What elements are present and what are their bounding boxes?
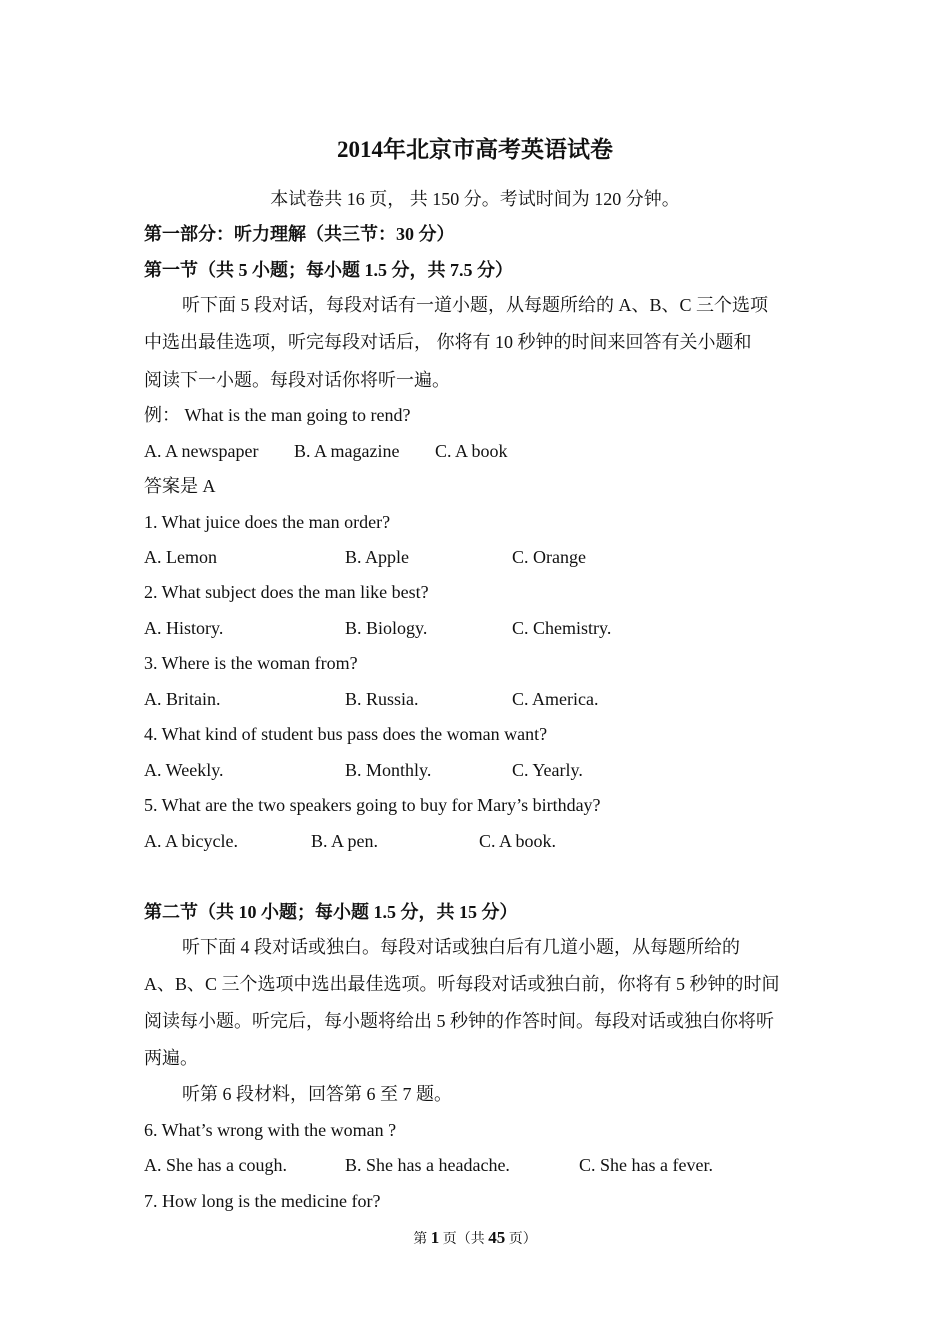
section1-instruction-line-2: 中选出最佳选项，听完每段对话后， 你将有 10 秒钟的时间来回答有关小题和 (144, 332, 752, 352)
question-3-option-c: C. America. (512, 689, 599, 709)
section1-heading: 第一节（共 5 小题；每小题 1.5 分，共 7.5 分） (144, 260, 513, 280)
footer-page-number: 1 (430, 1228, 440, 1247)
question-2-option-b: B. Biology. (345, 618, 428, 638)
example-question: 例： What is the man going to rend? (144, 405, 411, 425)
section2-instruction-line-3: 阅读每小题。听完后，每小题将给出 5 秒钟的作答时间。每段对话或独白你将听 (144, 1011, 774, 1031)
part1-heading: 第一部分：听力理解（共三节：30 分） (144, 224, 455, 244)
question-4-option-b: B. Monthly. (345, 760, 432, 780)
footer-suffix: 页） (505, 1232, 537, 1247)
section2-instruction-line-1: 听下面 4 段对话或独白。每段对话或独白后有几道小题，从每题所给的 (182, 937, 740, 957)
footer-middle: 页（共 (439, 1232, 489, 1247)
question-4-option-a: A. Weekly. (144, 760, 224, 780)
example-option-a: A. A newspaper (144, 441, 259, 461)
page-title: 2014年北京市高考英语试卷 (337, 137, 613, 162)
exam-info: 本试卷共 16 页， 共 150 分。考试时间为 120 分钟。 (270, 189, 680, 209)
question-5-option-a: A. A bicycle. (144, 831, 238, 851)
section2-instruction-line-2: A、B、C 三个选项中选出最佳选项。听每段对话或独白前，你将有 5 秒钟的时间 (144, 974, 780, 994)
material-note: 听第 6 段材料，回答第 6 至 7 题。 (182, 1084, 452, 1104)
question-4-option-c: C. Yearly. (512, 760, 583, 780)
example-option-c: C. A book (435, 441, 508, 461)
question-3-option-b: B. Russia. (345, 689, 419, 709)
question-6-option-b: B. She has a headache. (345, 1155, 510, 1175)
question-1-option-a: A. Lemon (144, 547, 217, 567)
example-answer: 答案是 A (144, 476, 216, 496)
footer-prefix: 第 (413, 1232, 431, 1247)
page-footer (0, 1228, 950, 1248)
section2-heading: 第二节（共 10 小题；每小题 1.5 分，共 15 分） (144, 902, 518, 922)
footer-total-pages: 45 (488, 1228, 506, 1247)
question-6: 6. What’s wrong with the woman ? (144, 1120, 397, 1140)
question-2: 2. What subject does the man like best? (144, 582, 429, 602)
question-6-option-a: A. She has a cough. (144, 1155, 287, 1175)
question-4: 4. What kind of student bus pass does the woman want? (144, 724, 548, 744)
question-2-option-a: A. History. (144, 618, 224, 638)
section2-instruction-line-4: 两遍。 (144, 1048, 198, 1068)
question-6-option-c: C. She has a fever. (579, 1155, 713, 1175)
question-3-option-a: A. Britain. (144, 689, 221, 709)
section1-instruction-line-3: 阅读下一小题。每段对话你将听一遍。 (144, 370, 450, 390)
question-5: 5. What are the two speakers going to buy for Mary’s birthday? (144, 795, 601, 815)
question-1-option-b: B. Apple (345, 547, 410, 567)
question-7: 7. How long is the medicine for? (144, 1191, 381, 1211)
question-2-option-c: C. Chemistry. (512, 618, 612, 638)
question-5-option-b: B. A pen. (311, 831, 379, 851)
question-3: 3. Where is the woman from? (144, 653, 358, 673)
example-option-b: B. A magazine (294, 441, 400, 461)
question-1: 1. What juice does the man order? (144, 512, 391, 532)
section1-instruction-line-1: 听下面 5 段对话，每段对话有一道小题，从每题所给的 A、B、C 三个选项 (182, 295, 769, 315)
question-1-option-c: C. Orange (512, 547, 586, 567)
question-5-option-c: C. A book. (479, 831, 557, 851)
